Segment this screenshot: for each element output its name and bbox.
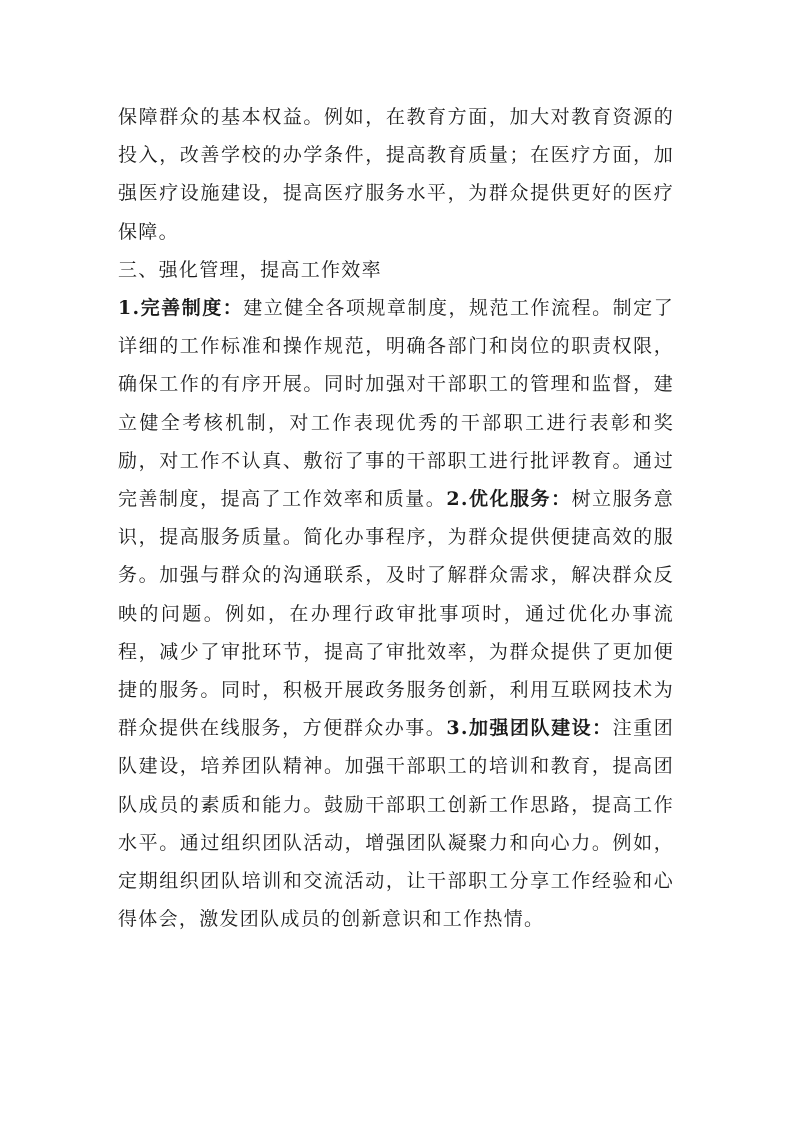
item-text: 注重团队建设，培养团队精神。加强干部职工的培训和教育，提高团队成员的素质和能力。鼓励干部职工创新工作思路，提高工作水平。通过组织团队活动，增强团队凝聚力和向心力。例如，定期组织团队培训和交流活动，让干部职工分享工作经验和心得体会，激发团队成员的创新意识和工作热情。 xyxy=(118,717,674,931)
item-text: 树立服务意识，提高服务质量。简化办事程序，为群众提供便捷高效的服务。加强与群众的沟通联系，及时了解群众需求，解决群众反映的问题。例如，在办理行政审批事项时，通过优化办事流程，减少了审批环节，提高了审批效率，为群众提供了更加便捷的服务。同时，积极开展政务服务创新，利用互联网技术为群众提供在线服务，方便群众办事。 xyxy=(118,488,674,740)
item-text: 建立健全各项规章制度，规范工作流程。制定了详细的工作标准和操作规范，明确各部门和岗位的职责权限，确保工作的有序开展。同时加强对干部职工的管理和监督，建立健全考核机制，对工作表现优秀的干部职工进行表彰和奖励，对工作不认真、敷衍了事的干部职工进行批评教育。通过完善制度，提高了工作效率和质量。 xyxy=(118,297,674,511)
intro-paragraph: 保障群众的基本权益。例如，在教育方面，加大对教育资源的投入，改善学校的办学条件，提高教育质量；在医疗方面，加强医疗设施建设，提高医疗服务水平，为群众提供更好的医疗保障。 xyxy=(118,106,674,243)
document-body xyxy=(118,98,674,938)
item-label: 1.完善制度： xyxy=(118,297,244,320)
item-label: 3.加强团队建设： xyxy=(446,717,613,740)
item-label: 2.优化服务： xyxy=(446,488,572,511)
section-heading: 三、强化管理，提高工作效率 xyxy=(118,258,382,281)
items-paragraph xyxy=(118,289,674,938)
